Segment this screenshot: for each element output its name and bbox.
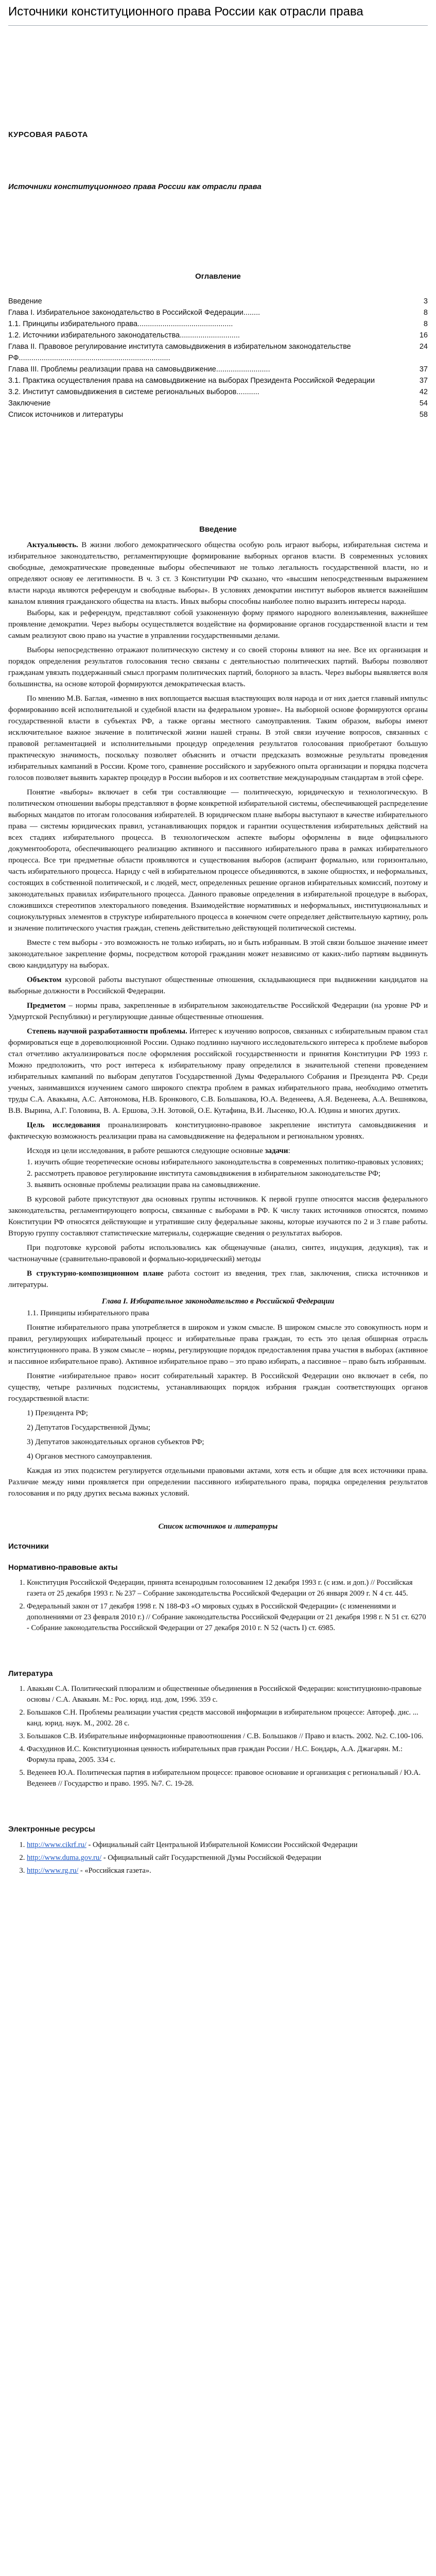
tasks-intro: Исходя из цели исследования, в работе решаются следующие основные задачи: bbox=[27, 1147, 290, 1156]
normative-group-title: Нормативно-правовые акты bbox=[8, 1563, 118, 1572]
goal-lead: Цель исследования bbox=[27, 1121, 100, 1130]
intro-paragraph: В курсовой работе присутствуют два основных группы источников. К первой группе относятся массив федерального законодательства, регламентирующего вопросы, связанные с выборами в РФ. К числу таких источников относятся, помимо Конституции РФ относятся действующие и утратившие силу федеральные законы, которые изучаются по 2 и 3 главе работы. Вторую группу составляют статистические материалы, содержащие сведения о результатах выборов. bbox=[8, 1195, 428, 1238]
toc-item[interactable] bbox=[8, 296, 428, 307]
toc-item-label: 3.1. Практика осуществления права на самовыдвижение на выборах Президента Российской Федерации bbox=[8, 376, 375, 385]
toc-item[interactable] bbox=[8, 409, 428, 420]
structure-lead: В структурно-композиционном плане bbox=[27, 1269, 164, 1278]
chapter-heading: Глава I. Избирательное законодательство в Российской Федерации bbox=[101, 1297, 335, 1306]
work-title: Источники конституционного права России как отрасли права bbox=[8, 182, 261, 192]
list-item: 1. http://www.cikrf.ru/ - Официальный сайт Центральной Избирательной Комиссии Российской Федерации bbox=[27, 1840, 428, 1851]
list-item: 3) Депутатов законодательных органов субъектов РФ; bbox=[27, 1438, 204, 1447]
literature-group-title: Литература bbox=[8, 1669, 53, 1679]
intro-paragraph: Выборы непосредственно отражают политическую систему и со своей стороны влияют на нее. Все их организация и порядок определения результатов голосования тесно связаны с деятельностью политических партий. Выборы позволяют гражданам увязать поддержанный смысл программ политических партий, болорного за власть. Через выборы выявляется воля большинства, на основе которой формируются демократическая власть. bbox=[8, 646, 428, 689]
subsection-heading: 1.1. Принципы избирательного права bbox=[27, 1309, 149, 1318]
toc-item[interactable] bbox=[8, 330, 428, 341]
toc-item-page: 54 bbox=[419, 399, 428, 408]
intro-paragraph: Актуальность. В жизни любого демократического общества особую роль играют выборы, избирательная система и избирательное законодательство, регламентирующие формирование выборных органов власти. В современных условиях свободные, демократические проведенные выборы обеспечивают не только легальность государственной власти, но и определяют основу ее легитимности. В ч. 3 ст. 3 Конституции РФ сказано, что «высшим непосредственным выражением власти народа являются референдум и свободные выборы». В условиях демократии институт выборов является важнейшим каналом влияния гражданского общества на власть. Иных выборы способны наиболее полно выразить интересы народа. bbox=[8, 541, 428, 606]
sources-group-title: Источники bbox=[8, 1541, 49, 1551]
intro-section bbox=[8, 539, 428, 1291]
toc-item-label: 1.1. Принципы избирательного права.............................................. bbox=[8, 319, 233, 328]
electronic-group-title: Электронные ресурсы bbox=[8, 1825, 95, 1834]
cikrf-link[interactable]: http://www.cikrf.ru/ bbox=[27, 1840, 86, 1849]
intro-paragraph: Понятие «выборы» включает в себя три составляющие — политическую, юридическую и технологическую. В политическом отношении выборы представляют в форме конкретной избирательной системы, обеспечивающей распределение выборных мандатов по итогам голосования избирателей. В юридическом плане выборы выступают в качестве избирательного права — системы юридических правил, устанавливающих порядок и гарантии осуществления избирательных действий на всех стадиях избирательного процесса. В технологическом аспекте выборы оформлены в виде официального документооборота, обеспечивающего реализацию активного и пассивного избирательного права в рамках избирательного процесса. Все три предметные области проявляются и существования выборов (аспирант формально, или горизонтально, часть избирательного процесса. Нарнду с чей в избирательном процессе объединяются, в законе общностях, и неформальных, состоящих в собственной политической, и с людей, мест, определенных решение органов избирательных комиссий, поэтому и законодательных правилах избирательного процесса. Данного правовые определения в избирательной процедуре в выборах, сложившихся стереотипов электорального поведения. Взаимодействие нормативных и неформальных, институциональных и социокультурных элементов в структуре избирательного процесса в конечном счете определяет действительную картину, роль и значение политического участия граждан, степень действительно действующей политической системы. bbox=[8, 788, 428, 933]
list-item: 2. Федеральный закон от 17 декабря 1998 г. N 188-ФЗ «О мировых судьях в Российской Федерации» (с изменениями и дополнениями от 23 февраля 2010 г.) // Собрание законодательства Российской Федерации от 21 декабря 1998 г. N 51 ст. 6270 - Собрание законодательства Российской Федерации от 27 декабря 2010 г. N 52 (часть I) ст. 6985. bbox=[27, 1601, 428, 1634]
electronic-resources-list bbox=[8, 1840, 428, 1876]
toc-item-label: Глава I. Избирательное законодательство в Российской Федерации........ bbox=[8, 308, 260, 317]
toc-item[interactable] bbox=[8, 398, 428, 409]
toc-item[interactable] bbox=[8, 318, 428, 330]
toc-item[interactable] bbox=[8, 375, 428, 386]
tasks-word: задачи bbox=[265, 1147, 288, 1156]
list-item: 3. http://www.rg.ru/ - «Российская газета». bbox=[27, 1866, 428, 1876]
list-item: 2. Большаков С.Н. Проблемы реализации участия средств массовой информации в избирательном процессе: Автореф. дис. ... канд. юрид. наук. М., 2002. 28 с. bbox=[27, 1707, 428, 1729]
list-item: 5. Веденеев Ю.А. Политическая партия в избирательном процессе: правовое основание и организация с региональный / Ю.А. Веденеев // Государство и право. 1995. №7. С. 19-28. bbox=[27, 1768, 428, 1789]
research-degree-paragraph: Степень научной разработанности проблемы. Интерес к изучению вопросов, связанных с избирательным правом стал формироваться еще в дореволюционной России. Однако подлинно научного исследовательского интереса к проблеме выборов стал отчетливо актуализироваться после оформления российской государственности и принятия Конституции РФ 1993 г. Можно предположить, что рост интереса к избирательному праву определился в значительной степени проведением избирательных кампаний по выборам депутатов Государственной Думы Федерального Собрания и Президента РФ. Среди ученых, занимавшихся изучением самого широкого спектра проблем в рамках избирательного права, необходимо отметить труды С.А. Авакьяна, А.С. Автономова, Н.В. Бронкового, С.В. Большакова, Ю.А. Веденеева, А.Я. Веденеева, А.А. Вешнякова, В.В. Вырина, А.Г. Головина, В. А. Ершова, Э.Н. Зотовой, О.Е. Кутафина, В.И. Лысенко, Ю.А. Юдина и многих других. bbox=[8, 1027, 428, 1115]
toc-item-page: 58 bbox=[419, 410, 428, 419]
structure-paragraph: В структурно-композиционном плане работа состоит из введения, трех глав, заключения, списка источников и литературы. bbox=[8, 1269, 428, 1290]
list-item: 1) Президента РФ; bbox=[27, 1409, 88, 1418]
toc-item[interactable] bbox=[8, 364, 428, 375]
toc-item-label: 3.2. Институт самовыдвижения в системе региональных выборов........... bbox=[8, 387, 259, 396]
object-lead: Объектом bbox=[27, 976, 62, 985]
literature-list bbox=[8, 1684, 428, 1789]
toc-item[interactable] bbox=[8, 307, 428, 318]
page-title: Источники конституционного права России как отрасли права bbox=[8, 2, 428, 26]
list-item: 4. Фасхудинов И.С. Конституционная ценность избирательных прав граждан России / Н.С. Бондарь, А.А. Джагарян. М.: Формула права, 2005. 334 с. bbox=[27, 1744, 428, 1766]
list-item: 2) Депутатов Государственной Думы; bbox=[27, 1423, 151, 1432]
toc-item[interactable] bbox=[8, 341, 428, 364]
document-page bbox=[0, 2, 436, 1876]
research-goal-paragraph: Цель исследования проанализировать конституционно-правовое закрепление института самовыдвижения и фактическую возможность реализации права на самовыдвижение на федеральном и региональном уровнях. bbox=[8, 1121, 428, 1141]
chapter-paragraph: Понятие «избирательное право» носит собирательный характер. В Российской Федерации оно включает в себя, по существу, четыре различных подсистемы, устанавливающих порядок избрания граждан соответствующих органов государственной власти: bbox=[8, 1372, 428, 1403]
intro-paragraph: Выборы, как и референдум, представляют собой узаконенную форму прямого народного волеизъявления, важнейшее проявление демократии. Через выборы осуществляется воздействие на формирование органов государственной власти и тем самым реализуют свою право на участие в управлении государственными делами. bbox=[8, 609, 428, 640]
toc-item-label: Глава III. Проблемы реализации права на самовыдвижение.......................... bbox=[8, 365, 270, 374]
toc-item-label: Заключение bbox=[8, 399, 51, 408]
list-item: 1. изучить общие теоретические основы избирательного законодательства в современных политико-правовых условиях; bbox=[27, 1158, 424, 1167]
toc-item-page: 8 bbox=[423, 319, 428, 328]
toc-item-page: 37 bbox=[419, 376, 428, 385]
list-item: 4) Органов местного самоуправления. bbox=[27, 1452, 152, 1461]
research-object-paragraph: Объектом курсовой работы выступают общественные отношения, складывающиеся при выдвижении кандидатов на выборные должности в Российской Федерации. bbox=[8, 976, 428, 996]
rg-link[interactable]: http://www.rg.ru/ bbox=[27, 1866, 79, 1875]
sources-heading: Список источников и литературы bbox=[158, 1522, 278, 1531]
list-item: 3. Большаков С.В. Избирательные информационные правоотношения / С.В. Большаков // Право и власть. 2002. №2. С.100-106. bbox=[27, 1731, 428, 1742]
list-item: 3. выявить основные проблемы реализации права на самовыдвижение. bbox=[27, 1181, 260, 1190]
toc-item-page: 37 bbox=[419, 365, 428, 374]
normative-acts-list bbox=[8, 1578, 428, 1634]
tasks-list bbox=[8, 1157, 428, 1191]
list-item: 2. http://www.duma.gov.ru/ - Официальный сайт Государственной Думы Российской Федерации bbox=[27, 1853, 428, 1863]
intro-paragraph: Вместе с тем выборы - это возможность не только избирать, но и быть избранным. В этой связи большое значение имеет законодательное закрепление формы, посредством которой гражданин может независимо от каких-либо партиям выдвинуть свою кандидатуру на выборах. bbox=[8, 939, 428, 970]
intro-paragraph: По мнению М.В. Баглая, «именно в них воплощается высшая властвующих воля народа и от них дается главный импульс формированию всей исполнительной и судебной власти на федеральном уровне». На выборной основе формируются органы государственной власти в субъектах РФ, а также органы местного самоуправления. Таким образом, выборы имеют исключительное важное значение в политической жизни нашей страны. В этой связи изучение вопросов, связанных с правовой регламентацией и исполнительными процедур определения результатов голосования приобретают большую практическую значимость, поскольку позволяет объяснить и отчасти предсказать возможные результаты проведения избирательных кампаний в России. Кроме того, сравнение российского и зарубежного опыта организации и порядка подсчета голосов позволяет выявить характер процедур в России выборов и их соответствие международным стандартам в этой сфере. bbox=[8, 694, 428, 783]
chapter-paragraph: Понятие избирательного права употребляется в широком и узком смысле. В широком смысле это совокупность норм и правил, регулирующих избирательный процесс и избирательные права граждан, то есть это целая обширная отрасль конституционного права. В узком смысле – нормы, регулирующие порядок предоставления права участия в выборах (активное и пассивное избирательное право). Активное избирательное право – это право избирать, а пассивное – право быть избранным. bbox=[8, 1324, 428, 1366]
list-item: 1. Конституция Российской Федерации, принята всенародным голосованием 12 декабря 1993 г. (с изм. и доп.) // Российская газета от 25 декабря 1993 г. № 237 – Собрание законодательства Российской Федерации от 26 января 2009 г. N 4 ст. 445. bbox=[27, 1578, 428, 1599]
toc-item-label: 1.2. Источники избирательного законодательства............................. bbox=[8, 331, 240, 340]
table-of-contents bbox=[8, 296, 428, 420]
toc-item-page: 3 bbox=[423, 297, 428, 306]
toc-item-page: 8 bbox=[423, 308, 428, 317]
toc-item-page: 16 bbox=[419, 331, 428, 340]
relevance-lead: Актуальность. bbox=[27, 541, 78, 550]
toc-item-label: Глава II. Правовое регулирование института самовыдвижения в избирательном законодательстве РФ......................................................................... bbox=[8, 342, 351, 362]
work-type-label: КУРСОВАЯ РАБОТА bbox=[8, 130, 89, 140]
toc-item-page: 42 bbox=[419, 387, 428, 396]
subject-lead: Предметом bbox=[27, 1002, 66, 1010]
intro-paragraph: При подготовке курсовой работы использовались как общенаучные (анализ, синтез, индукция, дедукция), так и частнонаучные (сравнительно-правовой и формально-юридический) методы bbox=[8, 1244, 428, 1264]
toc-item-label: Список источников и литературы bbox=[8, 410, 124, 419]
chapter-paragraph: Каждая из этих подсистем регулируется отдельными правовыми актами, хотя есть и общие для всех источники права. Различие между ними проявляется при определении пассивного избирательного права, порядка определения результатов голосования и по ряду других весьма важных условий. bbox=[8, 1467, 428, 1498]
toc-item-page: 24 bbox=[419, 342, 428, 351]
toc-item-label: Введение bbox=[8, 297, 42, 306]
toc-item[interactable] bbox=[8, 386, 428, 398]
duma-link[interactable]: http://www.duma.gov.ru/ bbox=[27, 1853, 102, 1862]
toc-heading: Оглавление bbox=[195, 272, 241, 281]
research-subject-paragraph: Предметом – нормы права, закрепленные в избирательном законодательстве Российской Федерации (на уровне РФ и Удмуртской Республики) и регулирующие данные общественные отношения. bbox=[8, 1002, 428, 1022]
list-item: 2. рассмотреть правовое регулирование института самовыдвижения в избирательном законодательстве РФ; bbox=[27, 1170, 381, 1178]
list-item: 1. Авакьян С.А. Политический плюрализм и общественные объединения в Российской Федерации: конституционно-правовые основы / С.А. Авакьян. М.: Рос. юрид. изд. дом, 1996. 359 с. bbox=[27, 1684, 428, 1705]
intro-heading: Введение bbox=[199, 524, 237, 534]
degree-lead: Степень научной разработанности проблемы. bbox=[27, 1027, 187, 1036]
